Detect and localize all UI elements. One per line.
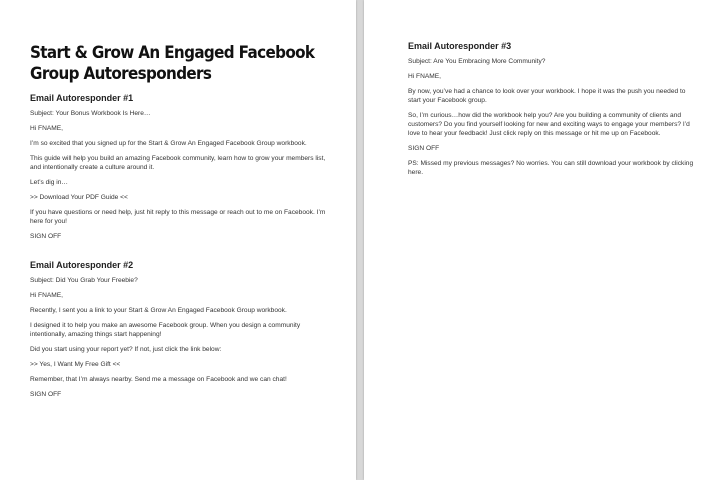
email-paragraph: Recently, I sent you a link to your Start & Grow An Engaged Facebook Group workbook. xyxy=(30,307,287,314)
email-subject: Subject: Your Bonus Workbook Is Here… xyxy=(30,110,151,117)
email-cta-link: >> Download Your PDF Guide << xyxy=(30,194,128,201)
email-greeting: Hi FNAME, xyxy=(30,125,63,132)
autoresponder-3 xyxy=(408,40,700,177)
email-cta-link: >> Yes, I Want My Free Gift << xyxy=(30,361,121,368)
email-signoff: SIGN OFF xyxy=(408,145,440,152)
email-paragraph: Let’s dig in… xyxy=(30,179,68,186)
email-paragraph: If you have questions or need help, just hit reply to this message or reach out to me on Facebook. I’m here for you! xyxy=(30,209,326,225)
email-subject: Subject: Did You Grab Your Freebie? xyxy=(30,277,138,284)
email-paragraph: Did you start using your report yet? If not, just click the link below: xyxy=(30,346,222,353)
page-1 xyxy=(0,0,356,480)
document-title: Start & Grow An Engaged Facebook Group Autoresponders xyxy=(30,43,315,83)
autoresponder-1 xyxy=(30,92,336,241)
email-greeting: Hi FNAME, xyxy=(30,292,63,299)
page-2 xyxy=(364,0,720,480)
email-subject: Subject: Are You Embracing More Community? xyxy=(408,58,546,65)
email-paragraph: I designed it to help you make an awesome Facebook group. When you design a community intentionally, amazing things start happening! xyxy=(30,322,301,338)
email-paragraph: I’m so excited that you signed up for the Start & Grow An Engaged Facebook Group workbook. xyxy=(30,140,307,147)
autoresponder-heading: Email Autoresponder #1 xyxy=(30,93,134,103)
email-paragraph: Remember, that I’m always nearby. Send me a message on Facebook and we can chat! xyxy=(30,376,287,383)
email-postscript: PS: Missed my previous messages? No worries. You can still download your workbook by clicking here. xyxy=(408,160,694,176)
email-paragraph: By now, you’ve had a chance to look over your workbook. I hope it was the push you needed to start your Facebook group. xyxy=(408,88,686,104)
email-signoff: SIGN OFF xyxy=(30,233,62,240)
email-signoff: SIGN OFF xyxy=(30,391,62,398)
email-paragraph: So, I’m curious…how did the workbook help you? Are you building a community of clients and customers? Do you find yourself looking for new and exciting ways to engage your members? I’d love to hear your feedback! Just click reply on this message or hit me up on Facebook. xyxy=(408,112,690,137)
autoresponder-heading: Email Autoresponder #2 xyxy=(30,260,134,270)
email-greeting: Hi FNAME, xyxy=(408,73,441,80)
email-paragraph: This guide will help you build an amazing Facebook community, learn how to grow your members list, and intentionally create a culture around it. xyxy=(30,155,326,171)
autoresponder-2 xyxy=(30,259,336,399)
autoresponder-heading: Email Autoresponder #3 xyxy=(408,41,512,51)
